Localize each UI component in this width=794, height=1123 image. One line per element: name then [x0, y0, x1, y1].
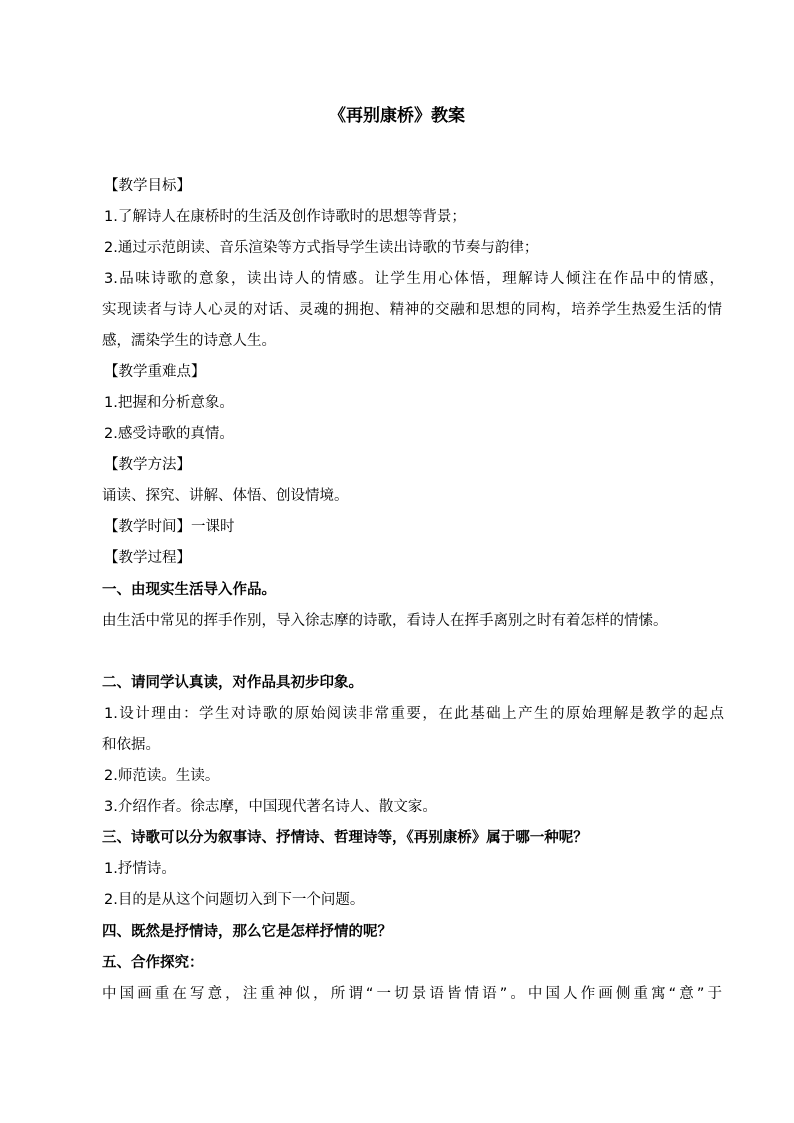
goal-item-2: 2.通过示范朗读、音乐渲染等方式指导学生读出诗歌的节奏与韵律； — [104, 240, 539, 256]
section-5-heading: 五、合作探究： — [102, 955, 204, 971]
heading-teaching-goals: 【教学目标】 — [104, 178, 191, 194]
section-1-text: 由生活中常见的挥手作别，导入徐志摩的诗歌，看诗人在挥手离别之时有着怎样的情愫。 — [102, 613, 668, 629]
section-3-heading: 三、诗歌可以分为叙事诗、抒情诗、哲理诗等，《再别康桥》属于哪一种呢？ — [102, 830, 588, 846]
section-2-item-2: 2.师范读。生读。 — [104, 768, 220, 784]
section-1-heading: 一、由现实生活导入作品。 — [102, 582, 276, 598]
heading-teaching-time: 【教学时间】一课时 — [104, 519, 235, 535]
goal-item-3: 3.品味诗歌的意象，读出诗人的情感。让学生用心体悟，理解诗人倾注在作品中的情感， — [104, 271, 724, 287]
goal-item-3-cont-2: 感，濡染学生的诗意人生。 — [102, 333, 276, 349]
teaching-methods-text: 诵读、探究、讲解、体悟、创设情境。 — [102, 488, 349, 504]
section-2-item-1: 1.设计理由：学生对诗歌的原始阅读非常重要，在此基础上产生的原始理解是教学的起点 — [104, 706, 724, 722]
section-3-item-1: 1.抒情诗。 — [104, 861, 176, 877]
goal-item-3-cont-1: 实现读者与诗人心灵的对话、灵魂的拥抱、精神的交融和思想的同构，培养学生热爱生活的情 — [102, 302, 722, 318]
document-title: 《再别康桥》教案 — [329, 106, 465, 126]
goal-item-1: 1.了解诗人在康桥时的生活及创作诗歌时的思想等背景； — [104, 209, 466, 225]
heading-teaching-methods: 【教学方法】 — [104, 457, 191, 473]
section-2-item-1-cont: 和依据。 — [102, 737, 160, 753]
heading-teaching-process: 【教学过程】 — [104, 550, 191, 566]
heading-key-difficult-points: 【教学重难点】 — [104, 364, 206, 380]
section-4-heading: 四、既然是抒情诗，那么它是怎样抒情的呢？ — [102, 924, 392, 940]
section-5-text: 中国画重在写意，注重神似，所谓“一切景语皆情语”。中国人作画侧重寓“意”于 — [102, 986, 722, 1002]
key-point-1: 1.把握和分析意象。 — [104, 395, 234, 411]
section-3-item-2: 2.目的是从这个问题切入到下一个问题。 — [104, 892, 365, 908]
key-point-2: 2.感受诗歌的真情。 — [104, 426, 234, 442]
section-2-item-3: 3.介绍作者。徐志摩，中国现代著名诗人、散文家。 — [104, 799, 437, 815]
section-2-heading: 二、请同学认真读，对作品具初步印象。 — [102, 675, 363, 691]
